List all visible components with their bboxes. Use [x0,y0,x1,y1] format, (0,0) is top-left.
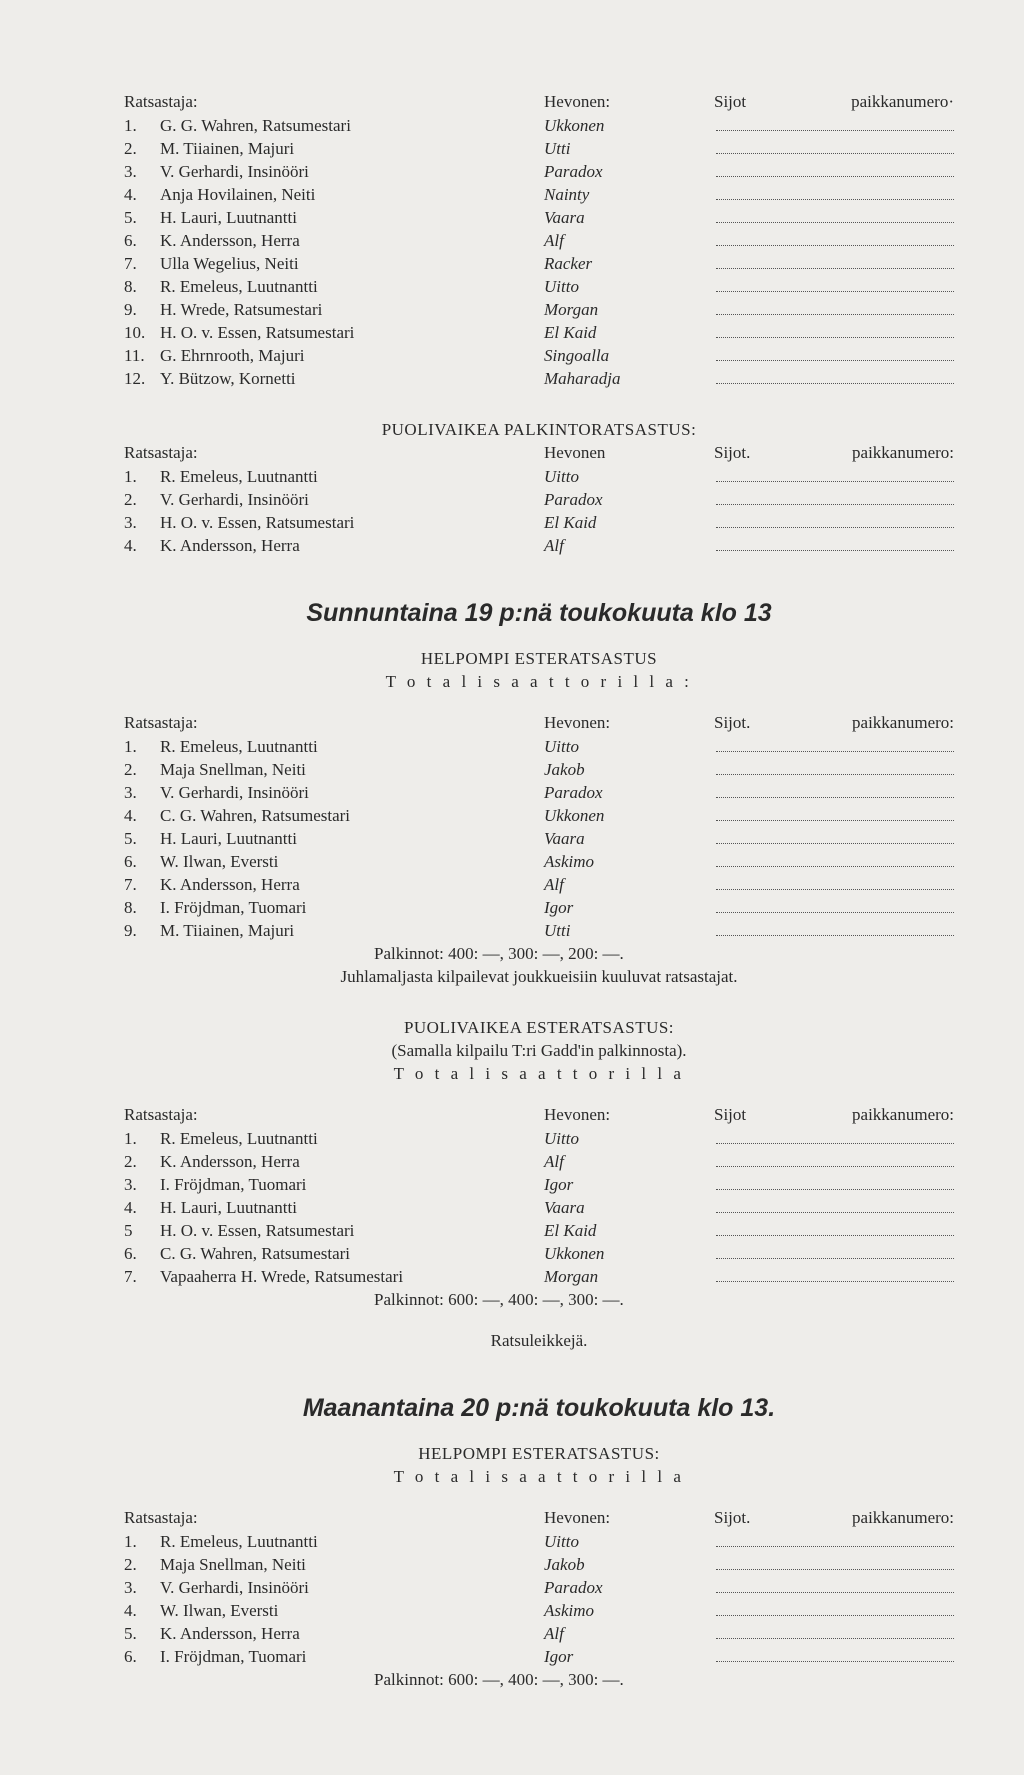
entry-rider: M. Tiiainen, Majuri [160,921,295,940]
placement-dotted-line [716,1127,954,1144]
entry-number: 1. [124,1129,137,1148]
placement-dotted-line [716,735,954,752]
entry-row [124,1173,954,1196]
entry-row [124,534,954,557]
entry-horse: Igor [544,1175,574,1194]
entry-horse: Askimo [544,1601,595,1620]
entry-rider: V. Gerhardi, Insinööri [160,783,309,802]
placement-dotted-line [716,1265,954,1282]
section5-title: HELPOMPI ESTERATSASTUS: [418,1444,660,1463]
section4-totalisator: T o t a l i s a a t t o r i l l a [393,1064,685,1083]
entry-number: 1. [124,116,137,135]
entry-horse: Vaara [544,1198,585,1217]
entry-rider: I. Fröjdman, Tuomari [160,898,307,917]
entry-horse: Uitto [544,737,579,756]
entry-rider: K. Andersson, Herra [160,1624,300,1643]
entry-row [124,1127,954,1150]
entry-row [124,735,954,758]
entry-number: 1. [124,467,137,486]
entry-number: 2. [124,1152,137,1171]
entry-number: 7. [124,254,137,273]
entry-rider: R. Emeleus, Luutnantti [160,277,318,296]
entry-number: 3. [124,1175,137,1194]
entry-horse: Alf [544,231,564,250]
entry-row [124,229,954,252]
entry-number: 6. [124,1244,137,1263]
entry-number: 10. [124,323,146,342]
entry-number: 3. [124,783,137,802]
placement-dotted-line [716,1173,954,1190]
section3-subtitle: T o t a l i s a a t t o r i l l a : [385,672,693,691]
entry-row [124,1196,954,1219]
entry-number: 5 [124,1221,133,1240]
entry-row [124,919,954,942]
place-column-header: Sijot [714,92,747,111]
section3-header [124,711,954,735]
entry-number: 8. [124,898,137,917]
entry-rider: C. G. Wahren, Ratsumestari [160,806,351,825]
entry-rider: I. Fröjdman, Tuomari [160,1647,307,1666]
placement-dotted-line [716,1530,954,1547]
entry-number: 4. [124,536,137,555]
entry-row [124,1530,954,1553]
entry-horse: Alf [544,536,564,555]
rider-column-header: Ratsastaja: [124,92,198,111]
section4-list [124,1127,954,1288]
entry-horse: Singoalla [544,346,610,365]
entry-horse: El Kaid [544,1221,597,1240]
entry-row [124,114,954,137]
entry-rider: Anja Hovilainen, Neiti [160,185,316,204]
entry-rider: W. Ilwan, Eversti [160,852,279,871]
entry-horse: Askimo [544,852,595,871]
entry-rider: R. Emeleus, Luutnantti [160,1532,318,1551]
placement-dotted-line [716,827,954,844]
entry-number: 5. [124,1624,137,1643]
placement-dotted-line [716,160,954,177]
placement-dotted-line [716,1599,954,1616]
entry-row [124,321,954,344]
placement-dotted-line [716,321,954,338]
entry-rider: H. Lauri, Luutnantti [160,829,297,848]
section2-title: PUOLIVAIKEA PALKINTORATSASTUS: [381,420,697,439]
entry-row [124,137,954,160]
slot-column-header: paikkanumero: [852,443,954,462]
section1-list [124,114,954,390]
section3-title: HELPOMPI ESTERATSASTUS [420,649,658,668]
place-column-header: Sijot [714,1105,747,1124]
entry-rider: Maja Snellman, Neiti [160,760,306,779]
entry-rider: Y. Bützow, Kornetti [160,369,296,388]
entry-rider: Maja Snellman, Neiti [160,1555,306,1574]
entry-number: 7. [124,875,137,894]
placement-dotted-line [716,275,954,292]
entry-rider: H. O. v. Essen, Ratsumestari [160,513,355,532]
placement-dotted-line [716,1196,954,1213]
placement-dotted-line [716,367,954,384]
entry-horse: Nainty [544,185,590,204]
section4-note: Ratsuleikkejä. [490,1331,588,1350]
entry-row [124,344,954,367]
entry-horse: Alf [544,1624,564,1643]
entry-row [124,183,954,206]
section5-list [124,1530,954,1668]
entry-horse: Alf [544,1152,564,1171]
entry-horse: El Kaid [544,513,597,532]
placement-dotted-line [716,1622,954,1639]
entry-row [124,827,954,850]
entry-number: 3. [124,513,137,532]
entry-rider: G. G. Wahren, Ratsumestari [160,116,351,135]
placement-dotted-line [716,488,954,505]
entry-horse: Vaara [544,829,585,848]
section4-subtitle: (Samalla kilpailu T:ri Gadd'in palkinnosta). [391,1041,687,1060]
entry-row [124,1219,954,1242]
entry-row [124,896,954,919]
placement-dotted-line [716,919,954,936]
section3-prizes: Palkinnot: 400: —, 300: —, 200: —. [374,944,624,963]
entry-horse: Uitto [544,1129,579,1148]
entry-row [124,1622,954,1645]
section4-prizes: Palkinnot: 600: —, 400: —, 300: —. [374,1290,624,1309]
entry-horse: Racker [544,254,593,273]
entry-horse: Ukkonen [544,806,605,825]
section5-subtitle: T o t a l i s a a t t o r i l l a [393,1467,685,1486]
section4-title: PUOLIVAIKEA ESTERATSASTUS: [403,1018,675,1037]
entry-horse: Uitto [544,277,579,296]
day1-heading: Sunnuntaina 19 p:nä toukokuuta klo 13 [306,599,772,627]
slot-column-header: paikkanumero: [852,1105,954,1124]
entry-row [124,1242,954,1265]
rider-column-header: Ratsastaja: [124,1508,198,1527]
entry-number: 4. [124,1198,137,1217]
entry-horse: Jakob [544,1555,585,1574]
entry-number: 6. [124,1647,137,1666]
entry-number: 8. [124,277,137,296]
entry-rider: H. O. v. Essen, Ratsumestari [160,323,355,342]
place-column-header: Sijot. [714,1508,751,1527]
entry-horse: Jakob [544,760,585,779]
entry-number: 3. [124,1578,137,1597]
entry-row [124,758,954,781]
entry-row [124,206,954,229]
entry-horse: Paradox [544,1578,603,1597]
day2-heading: Maanantaina 20 p:nä toukokuuta klo 13. [302,1394,776,1422]
entry-row [124,511,954,534]
entry-horse: Uitto [544,467,579,486]
horse-column-header: Hevonen: [544,1508,611,1527]
rider-column-header: Ratsastaja: [124,1105,198,1124]
placement-dotted-line [716,229,954,246]
placement-dotted-line [716,252,954,269]
placement-dotted-line [716,1576,954,1593]
entry-horse: Ukkonen [544,116,605,135]
entry-rider: K. Andersson, Herra [160,231,300,250]
placement-dotted-line [716,804,954,821]
entry-rider: H. Wrede, Ratsumestari [160,300,323,319]
section2-list [124,465,954,557]
placement-dotted-line [716,534,954,551]
placement-dotted-line [716,344,954,361]
entry-number: 4. [124,806,137,825]
placement-dotted-line [716,873,954,890]
entry-rider: V. Gerhardi, Insinööri [160,162,309,181]
entry-number: 9. [124,921,137,940]
entry-horse: Morgan [544,1267,599,1286]
entry-horse: Vaara [544,208,585,227]
entry-rider: G. Ehrnrooth, Majuri [160,346,305,365]
entry-row [124,465,954,488]
entry-row [124,873,954,896]
entry-row [124,1265,954,1288]
entry-rider: Ulla Wegelius, Neiti [160,254,299,273]
entry-rider: H. O. v. Essen, Ratsumestari [160,1221,355,1240]
placement-dotted-line [716,137,954,154]
entry-horse: Maharadja [544,369,621,388]
entry-row [124,1150,954,1173]
section1-header [124,90,954,114]
entry-number: 6. [124,852,137,871]
entry-number: 9. [124,300,137,319]
entry-number: 12. [124,369,146,388]
entry-rider: R. Emeleus, Luutnantti [160,1129,318,1148]
placement-dotted-line [716,511,954,528]
entry-row [124,781,954,804]
entry-number: 4. [124,185,137,204]
placement-dotted-line [716,183,954,200]
entry-rider: I. Fröjdman, Tuomari [160,1175,307,1194]
entry-rider: C. G. Wahren, Ratsumestari [160,1244,351,1263]
entry-rider: W. Ilwan, Eversti [160,1601,279,1620]
entry-horse: Utti [544,139,571,158]
slot-column-header: paikkanumero: [852,1508,954,1527]
entry-horse: Igor [544,1647,574,1666]
entry-number: 5. [124,208,137,227]
entry-rider: K. Andersson, Herra [160,536,300,555]
placement-dotted-line [716,781,954,798]
entry-number: 2. [124,1555,137,1574]
placement-dotted-line [716,114,954,131]
entry-row [124,298,954,321]
placement-dotted-line [716,1219,954,1236]
entry-rider: V. Gerhardi, Insinööri [160,490,309,509]
entry-number: 1. [124,737,137,756]
place-column-header: Sijot. [714,713,751,732]
entry-number: 2. [124,139,137,158]
section4-header [124,1103,954,1127]
entry-rider: V. Gerhardi, Insinööri [160,1578,309,1597]
section3-note: Juhlamaljasta kilpailevat joukkueisiin kuuluvat ratsastajat. [340,967,738,986]
entry-row [124,488,954,511]
entry-rider: R. Emeleus, Luutnantti [160,737,318,756]
placement-dotted-line [716,465,954,482]
entry-number: 7. [124,1267,137,1286]
entry-rider: H. Lauri, Luutnantti [160,1198,297,1217]
entry-number: 6. [124,231,137,250]
section5-header [124,1506,954,1530]
entry-horse: Paradox [544,783,603,802]
entry-number: 1. [124,1532,137,1551]
placement-dotted-line [716,758,954,775]
entry-number: 11. [124,346,145,365]
entry-horse: Igor [544,898,574,917]
entry-row [124,804,954,827]
entry-horse: Paradox [544,490,603,509]
entry-rider: Vapaaherra H. Wrede, Ratsumestari [160,1267,404,1286]
rider-column-header: Ratsastaja: [124,443,198,462]
entry-rider: M. Tiiainen, Majuri [160,139,295,158]
slot-column-header: paikkanumero: [852,713,954,732]
entry-row [124,252,954,275]
horse-column-header: Hevonen: [544,713,611,732]
entry-rider: R. Emeleus, Luutnantti [160,467,318,486]
place-column-header: Sijot. [714,443,751,462]
placement-dotted-line [716,1150,954,1167]
horse-column-header: Hevonen: [544,92,611,111]
entry-horse: El Kaid [544,323,597,342]
entry-row [124,367,954,390]
entry-row [124,1576,954,1599]
entry-row [124,160,954,183]
entry-row [124,1553,954,1576]
placement-dotted-line [716,1553,954,1570]
horse-column-header: Hevonen: [544,1105,611,1124]
entry-horse: Ukkonen [544,1244,605,1263]
placement-dotted-line [716,1645,954,1662]
entry-number: 2. [124,490,137,509]
entry-number: 4. [124,1601,137,1620]
entry-horse: Morgan [544,300,599,319]
placement-dotted-line [716,298,954,315]
entry-horse: Alf [544,875,564,894]
entry-row [124,850,954,873]
section2-header [124,441,954,465]
entry-row [124,275,954,298]
entry-rider: K. Andersson, Herra [160,875,300,894]
entry-row [124,1645,954,1668]
entry-number: 5. [124,829,137,848]
section5-prizes: Palkinnot: 600: —, 400: —, 300: —. [374,1670,624,1689]
entry-horse: Uitto [544,1532,579,1551]
placement-dotted-line [716,850,954,867]
slot-column-header: paikkanumero· [851,92,954,111]
entry-rider: K. Andersson, Herra [160,1152,300,1171]
horse-column-header: Hevonen [544,443,606,462]
placement-dotted-line [716,206,954,223]
entry-row [124,1599,954,1622]
entry-number: 3. [124,162,137,181]
placement-dotted-line [716,1242,954,1259]
entry-horse: Paradox [544,162,603,181]
entry-number: 2. [124,760,137,779]
section3-list [124,735,954,942]
rider-column-header: Ratsastaja: [124,713,198,732]
entry-horse: Utti [544,921,571,940]
placement-dotted-line [716,896,954,913]
entry-rider: H. Lauri, Luutnantti [160,208,297,227]
